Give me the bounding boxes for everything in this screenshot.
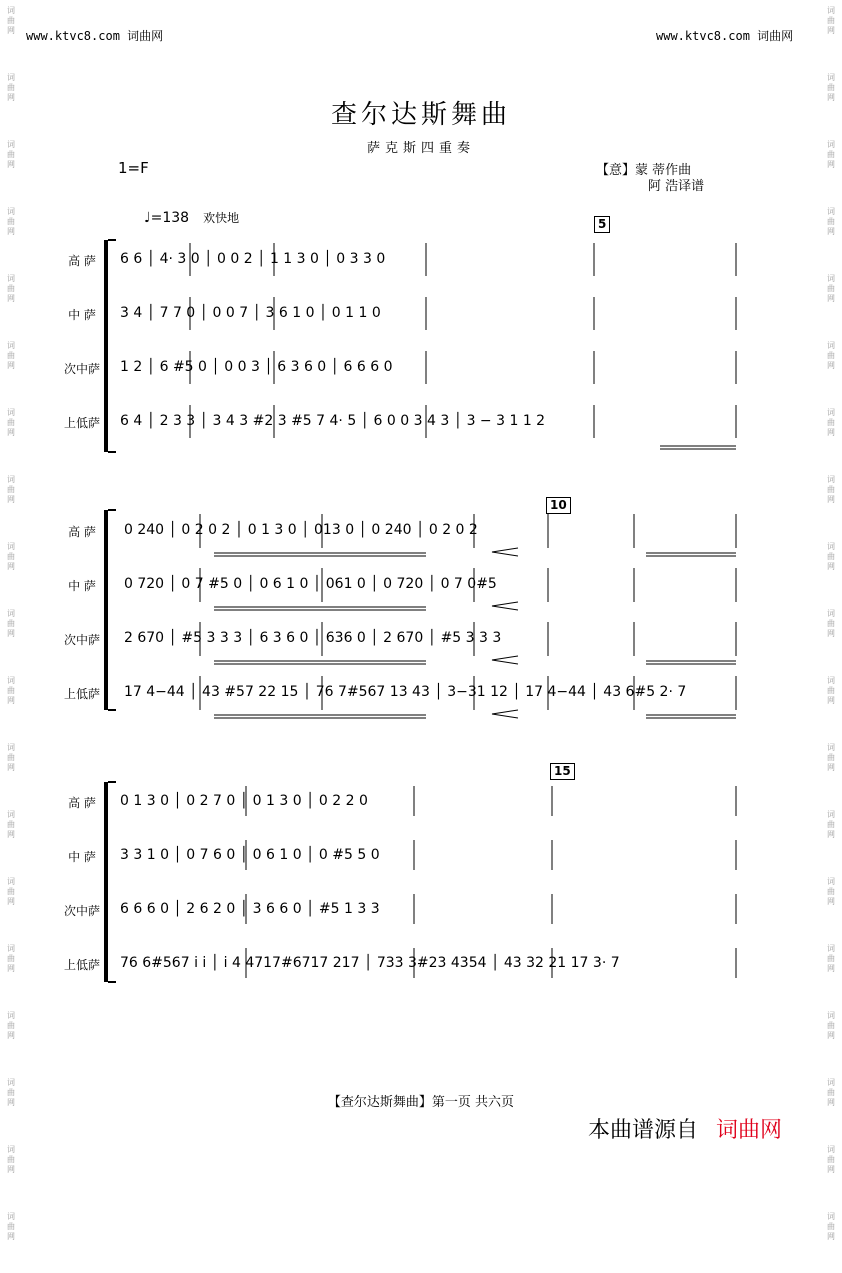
watermark-char: 词 bbox=[827, 1145, 835, 1154]
watermark-char: 词 bbox=[827, 408, 835, 417]
watermark-char: 曲 bbox=[7, 150, 15, 159]
watermark-char: 曲 bbox=[7, 1088, 15, 1097]
part-label: 次中萨 bbox=[63, 362, 100, 376]
notation-line: 6 4 │ 2 3 3 │ 3 4 3 #2 3 #5 7 4· 5 │ 6 0 0 3 4 3 │ 3 − 3 1 1 2 bbox=[120, 413, 546, 429]
watermark-char: 网 bbox=[7, 294, 15, 303]
watermark-char: 词 bbox=[7, 676, 15, 685]
watermark-char: 曲 bbox=[827, 217, 835, 226]
watermark-char: 曲 bbox=[7, 753, 15, 762]
watermark-char: 词 bbox=[7, 877, 15, 886]
watermark-char: 曲 bbox=[827, 351, 835, 360]
measure-number-box: 15 bbox=[550, 763, 575, 780]
watermark-char: 网 bbox=[7, 830, 15, 839]
watermark-char: 词 bbox=[827, 944, 835, 953]
watermark-char: 词 bbox=[827, 475, 835, 484]
page-subtitle: 萨克斯四重奏 bbox=[366, 141, 475, 156]
measure-number-box: 5 bbox=[594, 216, 610, 233]
watermark-char: 曲 bbox=[827, 552, 835, 561]
watermark-char: 词 bbox=[827, 609, 835, 618]
watermark-char: 曲 bbox=[7, 686, 15, 695]
watermark-char: 曲 bbox=[7, 1222, 15, 1231]
watermark-char: 曲 bbox=[7, 1021, 15, 1030]
watermark-char: 曲 bbox=[827, 1088, 835, 1097]
watermark-char: 曲 bbox=[7, 16, 15, 25]
page-footer: 【查尔达斯舞曲】第一页 共六页 bbox=[327, 1095, 515, 1110]
watermark-char: 词 bbox=[827, 1212, 835, 1221]
notation-line: 3 4 │ 7 7 0 │ 0 0 7 │ 3 6 1 0 │ 0 1 1 0 bbox=[120, 305, 381, 321]
notation-line: 0 240 │ 0 2 0 2 │ 0 1 3 0 │ 013 0 │ 0 240 │ 0 2 0 2 bbox=[124, 522, 478, 538]
watermark-char: 网 bbox=[7, 1165, 15, 1174]
watermark-char: 网 bbox=[7, 562, 15, 571]
watermark-char: 词 bbox=[827, 274, 835, 283]
watermark-char: 曲 bbox=[827, 820, 835, 829]
watermark-char: 网 bbox=[7, 160, 15, 169]
watermark-char: 网 bbox=[827, 495, 835, 504]
watermark-char: 曲 bbox=[7, 887, 15, 896]
watermark-char: 词 bbox=[7, 944, 15, 953]
watermark-char: 网 bbox=[827, 294, 835, 303]
watermark-char: 曲 bbox=[827, 1155, 835, 1164]
watermark-char: 词 bbox=[827, 1078, 835, 1087]
watermark-char: 曲 bbox=[7, 83, 15, 92]
watermark-char: 网 bbox=[7, 1232, 15, 1241]
tempo-value: ♩=138 bbox=[144, 210, 190, 226]
watermark-char: 曲 bbox=[827, 16, 835, 25]
watermark-char: 曲 bbox=[827, 83, 835, 92]
watermark-char: 曲 bbox=[827, 284, 835, 293]
watermark-char: 网 bbox=[7, 897, 15, 906]
watermark-char: 网 bbox=[827, 763, 835, 772]
watermark-char: 网 bbox=[827, 830, 835, 839]
source-prefix: 本曲谱源自 bbox=[588, 1118, 699, 1143]
watermark-char: 词 bbox=[7, 475, 15, 484]
watermark-char: 曲 bbox=[827, 686, 835, 695]
watermark-char: 曲 bbox=[7, 1155, 15, 1164]
part-label: 高 萨 bbox=[68, 254, 96, 268]
watermark-char: 曲 bbox=[827, 418, 835, 427]
watermark-char: 网 bbox=[7, 428, 15, 437]
source-credit bbox=[588, 1113, 782, 1144]
watermark-char: 网 bbox=[7, 227, 15, 236]
watermark-char: 曲 bbox=[827, 887, 835, 896]
watermark-char: 网 bbox=[7, 763, 15, 772]
watermark-char: 曲 bbox=[827, 485, 835, 494]
watermark-char: 词 bbox=[827, 6, 835, 15]
part-label: 中 萨 bbox=[68, 850, 96, 864]
notation-line: 0 1 3 0 │ 0 2 7 0 │ 0 1 3 0 │ 0 2 2 0 bbox=[120, 793, 368, 809]
watermark-char: 词 bbox=[827, 810, 835, 819]
watermark-char: 词 bbox=[827, 877, 835, 886]
watermark-char: 曲 bbox=[7, 284, 15, 293]
watermark-char: 网 bbox=[827, 629, 835, 638]
notation-line: 3 3 1 0 │ 0 7 6 0 │ 0 6 1 0 │ 0 #5 5 0 bbox=[120, 847, 380, 863]
notation-line: 6 6 6 0 │ 2 6 2 0 │ 3 6 6 0 │ #5 1 3 3 bbox=[120, 901, 380, 917]
watermark-group bbox=[4, 1206, 18, 1273]
watermark-char: 词 bbox=[7, 140, 15, 149]
watermark-char: 网 bbox=[827, 361, 835, 370]
watermark-char: 曲 bbox=[7, 418, 15, 427]
watermark-char: 网 bbox=[827, 93, 835, 102]
key-signature: 1=F bbox=[118, 159, 149, 177]
watermark-char: 曲 bbox=[7, 485, 15, 494]
watermark-char: 词 bbox=[827, 341, 835, 350]
watermark-char: 网 bbox=[827, 428, 835, 437]
watermark-char: 网 bbox=[827, 897, 835, 906]
watermark-char: 网 bbox=[827, 964, 835, 973]
watermark-char: 网 bbox=[7, 629, 15, 638]
watermark-char: 网 bbox=[827, 227, 835, 236]
watermark-char: 网 bbox=[7, 93, 15, 102]
watermark-char: 网 bbox=[827, 1098, 835, 1107]
part-label: 中 萨 bbox=[68, 308, 96, 322]
watermark-char: 词 bbox=[827, 1011, 835, 1020]
notation-line: 1 2 │ 6 #5 0 │ 0 0 3 │ 6 3 6 0 │ 6 6 6 0 bbox=[120, 359, 393, 375]
watermark-char: 词 bbox=[827, 676, 835, 685]
watermark-char: 曲 bbox=[7, 552, 15, 561]
notation-line: 6 6 │ 4· 3 0 │ 0 0 2 │ 1 1 3 0 │ 0 3 3 0 bbox=[120, 251, 386, 267]
watermark-char: 曲 bbox=[827, 1222, 835, 1231]
watermark-char: 曲 bbox=[827, 954, 835, 963]
watermark-char: 网 bbox=[7, 1098, 15, 1107]
watermark-char: 曲 bbox=[7, 217, 15, 226]
part-label: 上低萨 bbox=[63, 416, 100, 430]
watermark-char: 词 bbox=[7, 207, 15, 216]
watermark-char: 曲 bbox=[827, 150, 835, 159]
notation-line: 0 720 │ 0 7 #5 0 │ 0 6 1 0 │ 061 0 │ 0 720 │ 0 7 0#5 bbox=[124, 576, 497, 592]
watermark-char: 曲 bbox=[7, 820, 15, 829]
part-label: 次中萨 bbox=[63, 633, 100, 647]
watermark-char: 网 bbox=[7, 26, 15, 35]
watermark-char: 网 bbox=[7, 696, 15, 705]
watermark-char: 网 bbox=[827, 1232, 835, 1241]
source-brand-link[interactable]: 词曲网 bbox=[716, 1118, 783, 1143]
watermark-char: 曲 bbox=[7, 619, 15, 628]
watermark-char: 网 bbox=[7, 361, 15, 370]
watermark-char: 网 bbox=[827, 26, 835, 35]
watermark-char: 词 bbox=[7, 1078, 15, 1087]
watermark-char: 词 bbox=[7, 609, 15, 618]
site-header-right[interactable]: www.ktvc8.com 词曲网 bbox=[656, 29, 794, 43]
watermark-char: 词 bbox=[7, 408, 15, 417]
measure-number-box: 10 bbox=[546, 497, 571, 514]
watermark-char: 曲 bbox=[7, 351, 15, 360]
watermark-char: 词 bbox=[7, 542, 15, 551]
watermark-char: 词 bbox=[7, 1145, 15, 1154]
site-header-left[interactable]: www.ktvc8.com 词曲网 bbox=[26, 29, 164, 43]
part-label: 中 萨 bbox=[68, 579, 96, 593]
watermark-char: 词 bbox=[7, 73, 15, 82]
part-label: 上低萨 bbox=[63, 958, 100, 972]
watermark-char: 词 bbox=[827, 140, 835, 149]
watermark-group bbox=[824, 1206, 838, 1273]
watermark-char: 曲 bbox=[827, 1021, 835, 1030]
watermark-char: 网 bbox=[827, 160, 835, 169]
part-label: 上低萨 bbox=[63, 687, 100, 701]
page-title: 查尔达斯舞曲 bbox=[330, 100, 511, 130]
watermark-char: 词 bbox=[7, 743, 15, 752]
tempo-expression: 欢快地 bbox=[203, 211, 240, 225]
watermark-char: 网 bbox=[7, 1031, 15, 1040]
watermark-char: 词 bbox=[7, 1212, 15, 1221]
notation-line: 17 4−44 │ 43 #57 22 15 │ 76 7#567 13 43 │ 3−31 12 │ 17 4−44 │ 43 6#5 2· 7 bbox=[124, 684, 687, 700]
watermark-char: 曲 bbox=[7, 954, 15, 963]
watermark-char: 词 bbox=[827, 743, 835, 752]
watermark-char: 词 bbox=[827, 542, 835, 551]
watermark-char: 曲 bbox=[827, 619, 835, 628]
watermark-char: 网 bbox=[827, 1165, 835, 1174]
watermark-char: 词 bbox=[7, 810, 15, 819]
notation-line: 2 670 │ #5 3 3 3 │ 6 3 6 0 │ 636 0 │ 2 670 │ #5 3 3 3 bbox=[124, 630, 502, 646]
watermark-char: 网 bbox=[827, 562, 835, 571]
watermark-char: 词 bbox=[7, 6, 15, 15]
part-label: 高 萨 bbox=[68, 525, 96, 539]
notation-line: 76 6#567 i i │ i 4 4717#6717 217 │ 733 3#23 4354 │ 43 32 21 17 3· 7 bbox=[120, 955, 620, 971]
part-label: 次中萨 bbox=[63, 904, 100, 918]
part-label: 高 萨 bbox=[68, 796, 96, 810]
watermark-char: 网 bbox=[7, 495, 15, 504]
watermark-char: 网 bbox=[7, 964, 15, 973]
watermark-char: 词 bbox=[827, 207, 835, 216]
watermark-char: 网 bbox=[827, 696, 835, 705]
watermark-char: 词 bbox=[827, 73, 835, 82]
watermark-char: 曲 bbox=[827, 753, 835, 762]
watermark-char: 网 bbox=[827, 1031, 835, 1040]
watermark-char: 词 bbox=[7, 1011, 15, 1020]
watermark-char: 词 bbox=[7, 341, 15, 350]
composer-line: 【意】蒙 蒂作曲 bbox=[596, 163, 692, 178]
arranger-line: 阿 浩译谱 bbox=[648, 179, 705, 194]
watermark-char: 词 bbox=[7, 274, 15, 283]
